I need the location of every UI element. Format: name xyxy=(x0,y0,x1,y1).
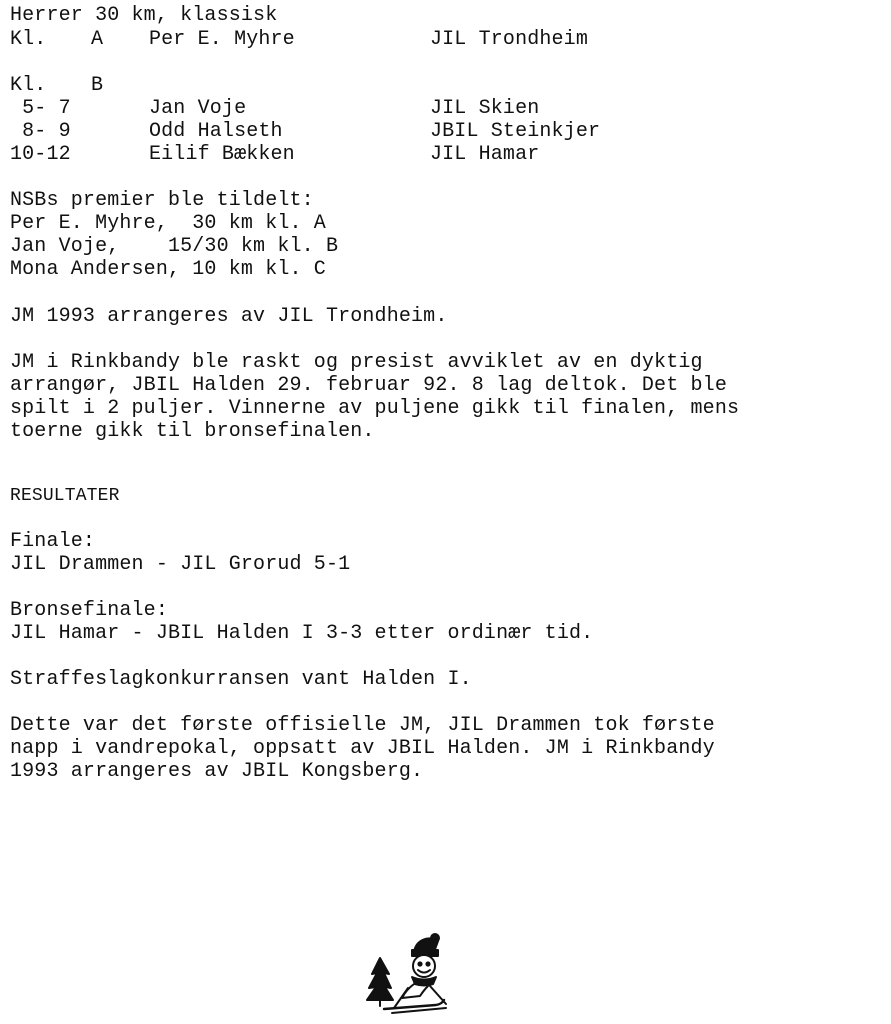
result-club: JIL Hamar xyxy=(430,143,540,166)
jm-1993-note: JM 1993 arrangeres av JIL Trondheim. xyxy=(10,305,448,328)
rinkbandy-intro-line: toerne gikk til bronsefinalen. xyxy=(10,420,375,443)
result-row xyxy=(10,97,870,120)
nsb-prizes-heading: NSBs premier ble tildelt: xyxy=(10,189,314,212)
pine-tree-icon xyxy=(367,958,393,1000)
class-a-row xyxy=(10,28,870,51)
class-b-letter: B xyxy=(91,74,104,97)
final-result: JIL Drammen - JIL Grorud 5-1 xyxy=(10,553,351,576)
class-a-club: JIL Trondheim xyxy=(430,28,588,51)
class-b-header xyxy=(10,74,870,97)
result-row xyxy=(10,120,870,143)
skier-mascot-illustration xyxy=(362,930,454,1016)
class-a-letter: A xyxy=(91,28,104,51)
result-club: JBIL Steinkjer xyxy=(430,120,601,143)
closing-line: napp i vandrepokal, oppsatt av JBIL Halden. JM i Rinkbandy xyxy=(10,737,715,760)
result-row xyxy=(10,143,870,166)
class-a-label: Kl. xyxy=(10,28,47,51)
closing-line: Dette var det første offisielle JM, JIL Drammen tok første xyxy=(10,714,715,737)
rinkbandy-intro-line: arrangør, JBIL Halden 29. februar 92. 8 lag deltok. Det ble xyxy=(10,374,727,397)
class-a-name: Per E. Myhre xyxy=(149,28,295,51)
penalty-note: Straffeslagkonkurransen vant Halden I. xyxy=(10,668,472,691)
result-place: 10-12 xyxy=(10,143,71,166)
class-b-label: Kl. xyxy=(10,74,47,97)
result-name: Odd Halseth xyxy=(149,120,283,143)
bronze-final-result: JIL Hamar - JBIL Halden I 3-3 etter ordinær tid. xyxy=(10,622,594,645)
result-name: Jan Voje xyxy=(149,97,247,120)
nsb-prize-line: Jan Voje, 15/30 km kl. B xyxy=(10,235,339,258)
nsb-prize-line: Per E. Myhre, 30 km kl. A xyxy=(10,212,326,235)
rinkbandy-intro-line: JM i Rinkbandy ble raskt og presist avviklet av en dyktig xyxy=(10,351,703,374)
rinkbandy-intro-line: spilt i 2 puljer. Vinnerne av puljene gikk til finalen, mens xyxy=(10,397,740,420)
result-place: 5- 7 xyxy=(10,97,71,120)
results-heading: RESULTATER xyxy=(10,486,120,506)
result-name: Eilif Bækken xyxy=(149,143,295,166)
ski-results-heading: Herrer 30 km, klassisk xyxy=(10,4,278,27)
bronze-final-label: Bronsefinale: xyxy=(10,599,168,622)
closing-line: 1993 arrangeres av JBIL Kongsberg. xyxy=(10,760,424,783)
result-club: JIL Skien xyxy=(430,97,540,120)
final-label: Finale: xyxy=(10,530,96,553)
nsb-prize-line: Mona Andersen, 10 km kl. C xyxy=(10,258,326,281)
result-place: 8- 9 xyxy=(10,120,71,143)
